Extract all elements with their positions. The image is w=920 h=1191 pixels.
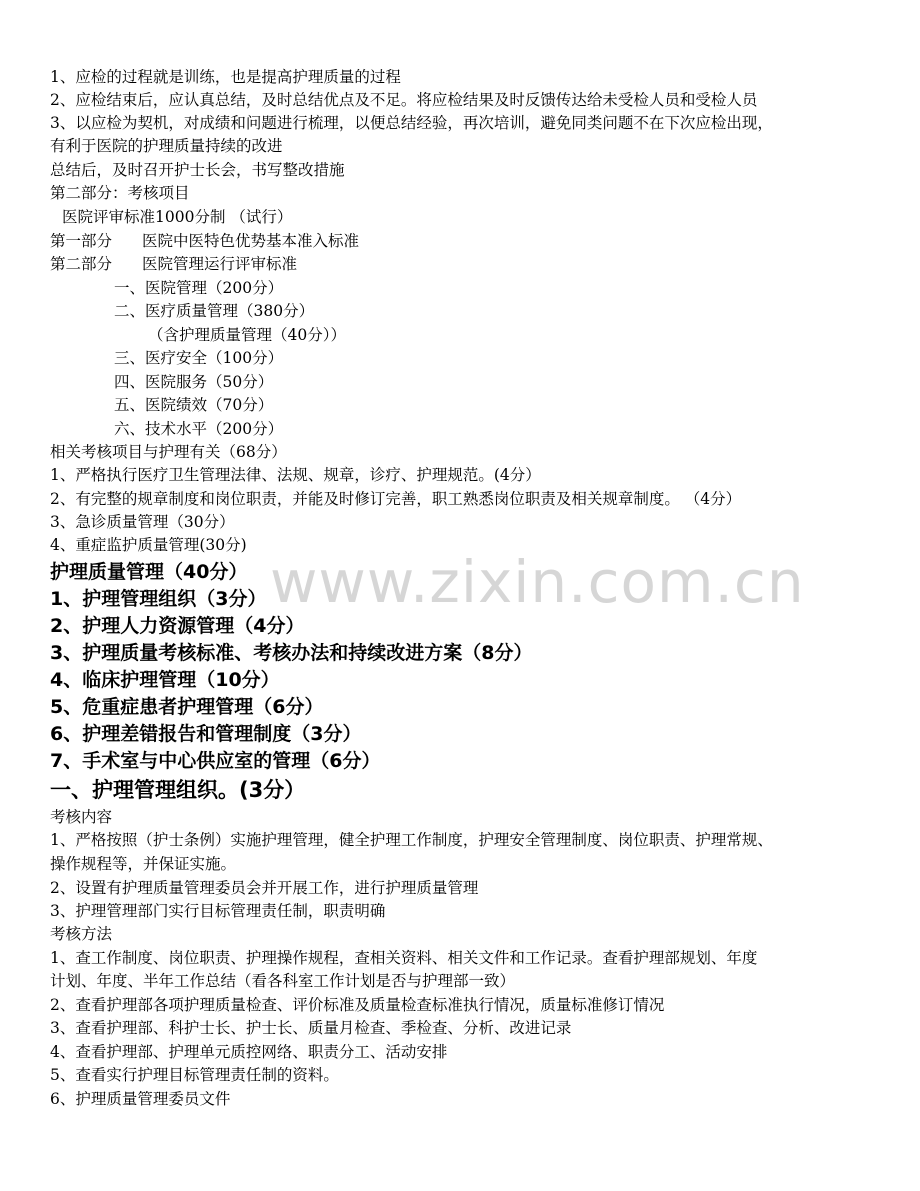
text-line: 1、应检的过程就是训练，也是提高护理质量的过程 <box>50 68 401 86</box>
section-title: 一、护理管理组织。(3分） <box>50 778 306 802</box>
bold-item: 5、危重症患者护理管理（6分） <box>50 696 324 718</box>
bold-item: 7、手术室与中心供应室的管理（6分） <box>50 750 381 772</box>
text-line: 1、严格按照（护士条例）实施护理管理，健全护理工作制度，护理安全管理制度、岗位职责、护理常规、 <box>50 831 773 849</box>
text-line: 4、查看护理部、护理单元质控网络、职责分工、活动安排 <box>50 1043 448 1061</box>
standard-title: 医院评审标准1000分制 （试行） <box>62 208 293 226</box>
part-title: 医院管理运行评审标准 <box>142 255 298 273</box>
text-line: 1、严格执行医疗卫生管理法律、法规、规章，诊疗、护理规范。(4分） <box>50 466 541 484</box>
part-label: 第一部分 <box>50 232 113 250</box>
text-line: 3、查看护理部、科护士长、护士长、质量月检查、季检查、分析、改进记录 <box>50 1019 572 1037</box>
subheading: 考核内容 <box>50 808 113 826</box>
part-label: 第二部分 <box>50 255 113 273</box>
text-line: 1、查工作制度、岗位职责、护理操作规程，查相关资料、相关文件和工作记录。查看护理部规划、年度 <box>50 949 758 967</box>
text-line: 2、应检结束后，应认真总结，及时总结优点及不足。将应检结果及时反馈传达给未受检人员和受检人员 <box>50 91 758 109</box>
part-row <box>50 253 297 275</box>
list-item: 三、医疗安全（100分） <box>114 349 284 367</box>
text-line: 总结后，及时召开护士长会，书写整改措施 <box>50 161 345 179</box>
list-item: （含护理质量管理（40分）） <box>148 326 346 344</box>
text-line: 2、有完整的规章制度和岗位职责，并能及时修订完善，职工熟悉岗位职责及相关规章制度。 （4分） <box>50 490 742 508</box>
text-line: 计划、年度、半年工作总结（看各科室工作计划是否与护理部一致） <box>50 972 516 990</box>
watermark: www.zixin.com.cn <box>270 548 805 616</box>
part-row <box>50 230 359 252</box>
text-line: 5、查看实行护理目标管理责任制的资料。 <box>50 1066 339 1084</box>
text-line: 2、查看护理部各项护理质量检查、评价标准及质量检查标准执行情况，质量标准修订情况 <box>50 996 665 1014</box>
text-line: 3、以应检为契机，对成绩和问题进行梳理，以便总结经验，再次培训，避免同类问题不在下次应检出现， <box>50 114 773 132</box>
list-item: 五、医院绩效（70分） <box>114 396 274 414</box>
bold-heading: 护理质量管理（40分） <box>50 561 248 583</box>
text-line: 4、重症监护质量管理(30分) <box>50 536 247 554</box>
section-heading: 第二部分：考核项目 <box>50 184 190 202</box>
list-item: 四、医院服务（50分） <box>114 373 274 391</box>
list-item: 二、医疗质量管理（380分） <box>114 302 315 320</box>
text-line: 3、护理管理部门实行目标管理责任制，职责明确 <box>50 902 386 920</box>
bold-item: 4、临床护理管理（10分） <box>50 669 280 691</box>
list-item: 一、医院管理（200分） <box>114 279 284 297</box>
bold-item: 3、护理质量考核标准、考核办法和持续改进方案（8分） <box>50 642 533 664</box>
bold-item: 1、护理管理组织（3分） <box>50 588 267 610</box>
list-item: 六、技术水平（200分） <box>114 420 284 438</box>
text-line: 相关考核项目与护理有关（68分） <box>50 443 287 461</box>
bold-item: 2、护理人力资源管理（4分） <box>50 615 305 637</box>
text-line: 6、护理质量管理委员文件 <box>50 1090 231 1108</box>
part-title: 医院中医特色优势基本准入标准 <box>142 232 360 250</box>
subheading: 考核方法 <box>50 925 113 943</box>
text-line: 3、急诊质量管理（30分） <box>50 513 235 531</box>
bold-item: 6、护理差错报告和管理制度（3分） <box>50 723 362 745</box>
text-line: 操作规程等，并保证实施。 <box>50 855 237 873</box>
text-line: 2、设置有护理质量管理委员会并开展工作，进行护理质量管理 <box>50 879 479 897</box>
text-line: 有利于医院的护理质量持续的改进 <box>50 137 283 155</box>
